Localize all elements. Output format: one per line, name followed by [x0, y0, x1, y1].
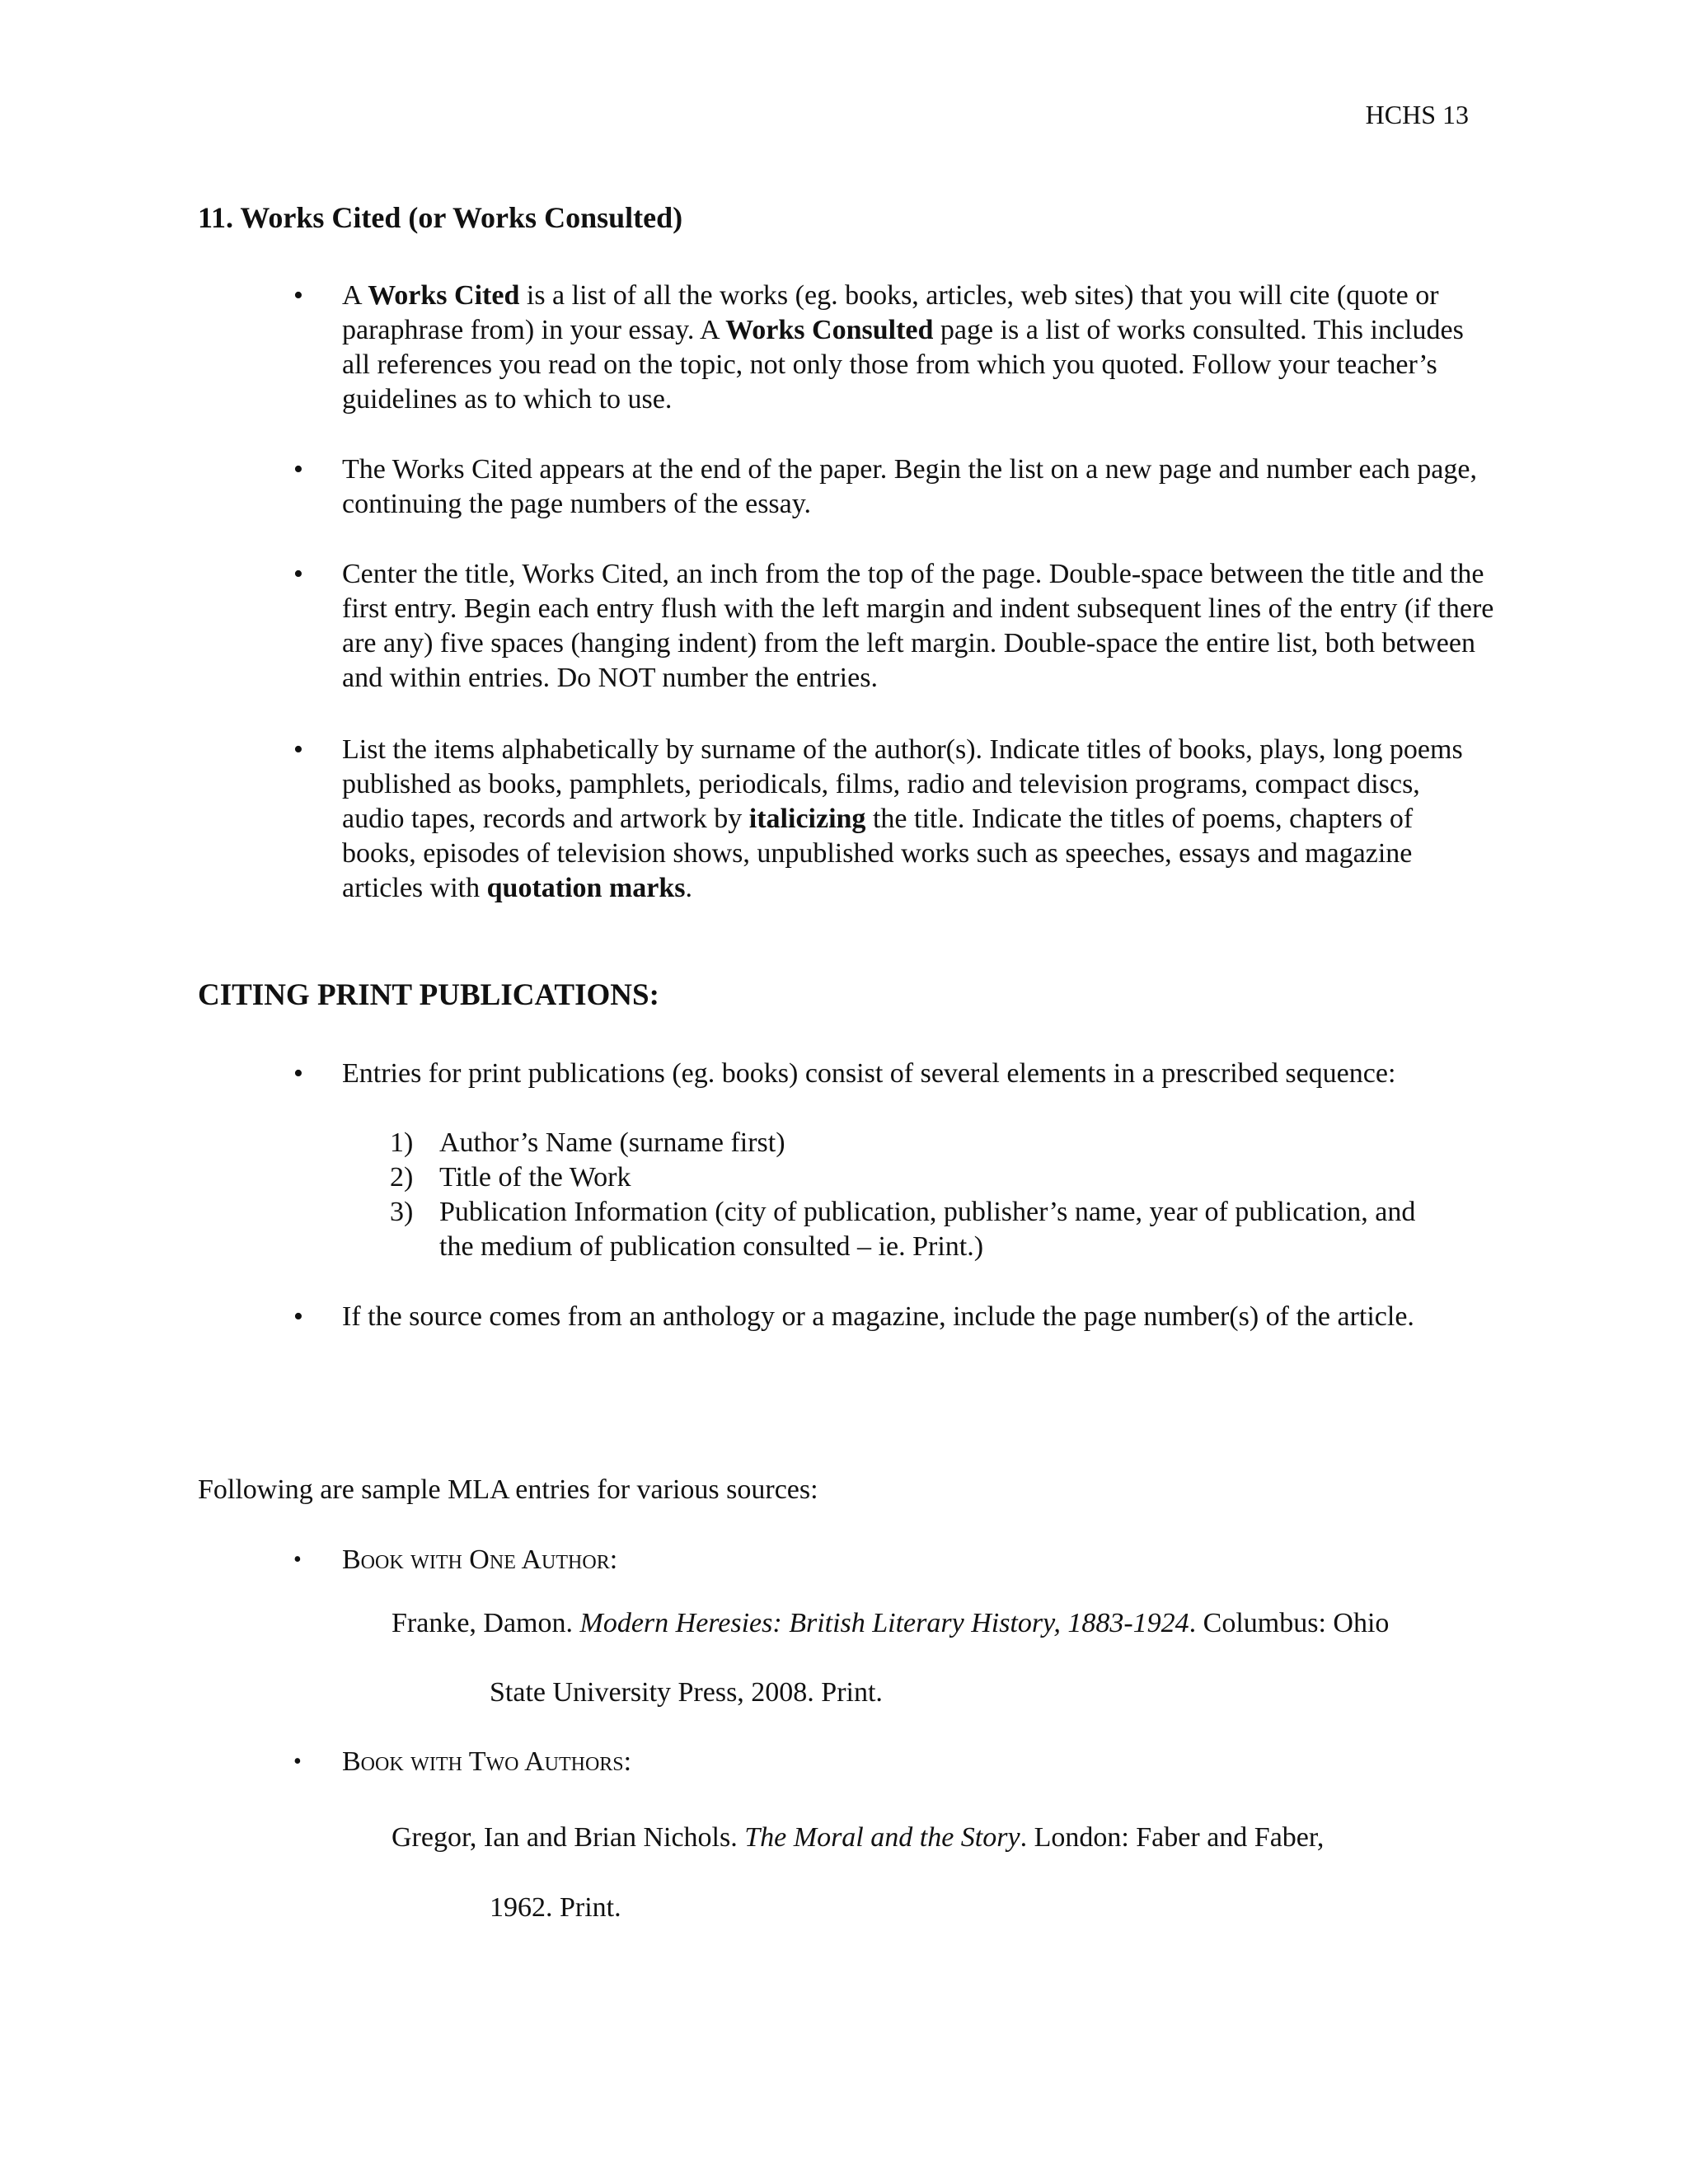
bullet-paragraph-placement: The Works Cited appears at the end of the paper. Begin the list on a new page and number each page, continuing the page numbers of the essay. [342, 454, 1477, 519]
bullet-paragraph-ordering: List the items alphabetically by surname of the author(s). Indicate titles of books, plays, long poems published as books, pamphlets, periodicals, films, radio and television programs, compact discs, audio tapes, records and artwork by italicizing the title. Indicate the titles of poems, chapters of books, episodes of television shows, unpublished works such as speeches, essays and magazine articles with quotation marks. [342, 734, 1463, 903]
print-elements-intro: Entries for print publications (eg. books) consist of several elements in a prescribed sequence: [342, 1058, 1396, 1089]
bullet-paragraph-formatting: Center the title, Works Cited, an inch from the top of the page. Double-space between the title and the first entry. Begin each entry flush with the left margin and indent subsequent lines of the entry (if there are any) five spaces (hanging indent) from the left margin. Double-space the entire list, both between and within entries. Do NOT number the entries. [342, 559, 1494, 693]
bullet-marker: • [293, 1058, 303, 1089]
citation-line: Gregor, Ian and Brian Nichols. The Moral and the Story. London: Faber and Faber, [392, 1822, 1325, 1853]
sample-label-two-authors: Book with Two Authors: [342, 1746, 632, 1777]
bullet-paragraph-works-cited: A Works Cited is a list of all the works (eg. books, articles, web sites) that you will cite (quote or paraphrase from) in your essay. A Works Consulted page is a list of works consulted. This includes all references you read on the topic, not only those from which you quoted. Follow your teacher’s guidelines as to which to use. [342, 280, 1464, 415]
bullet-marker: • [293, 734, 303, 765]
citation-continuation: 1962. Print. [490, 1892, 621, 1923]
sample-label-one-author: Book with One Author: [342, 1544, 618, 1575]
bullet-marker: • [293, 559, 303, 589]
samples-intro: Following are sample MLA entries for various sources: [198, 1474, 818, 1505]
list-item: 1) Author’s Name (surname first) [390, 1127, 785, 1158]
bullet-marker: • [293, 1749, 302, 1774]
citation-continuation: State University Press, 2008. Print. [490, 1677, 883, 1708]
bullet-marker: • [293, 1547, 302, 1572]
citation-line: Franke, Damon. Modern Heresies: British Literary History, 1883-1924. Columbus: Ohio [392, 1608, 1390, 1638]
bullet-marker: • [293, 1301, 303, 1332]
list-item: 2) Title of the Work [390, 1162, 631, 1193]
page-header-label: HCHS 13 [1365, 100, 1469, 129]
list-item: 3) Publication Information (city of publication, publisher’s name, year of publication, and the medium of publication consulted – ie. Print.) [390, 1197, 1416, 1262]
bullet-marker: • [293, 280, 303, 311]
anthology-note: If the source comes from an anthology or a magazine, include the page number(s) of the article. [342, 1301, 1414, 1332]
bullet-marker: • [293, 454, 303, 485]
section-title: 11. Works Cited (or Works Consulted) [198, 201, 683, 234]
print-section-title: CITING PRINT PUBLICATIONS: [198, 978, 659, 1012]
